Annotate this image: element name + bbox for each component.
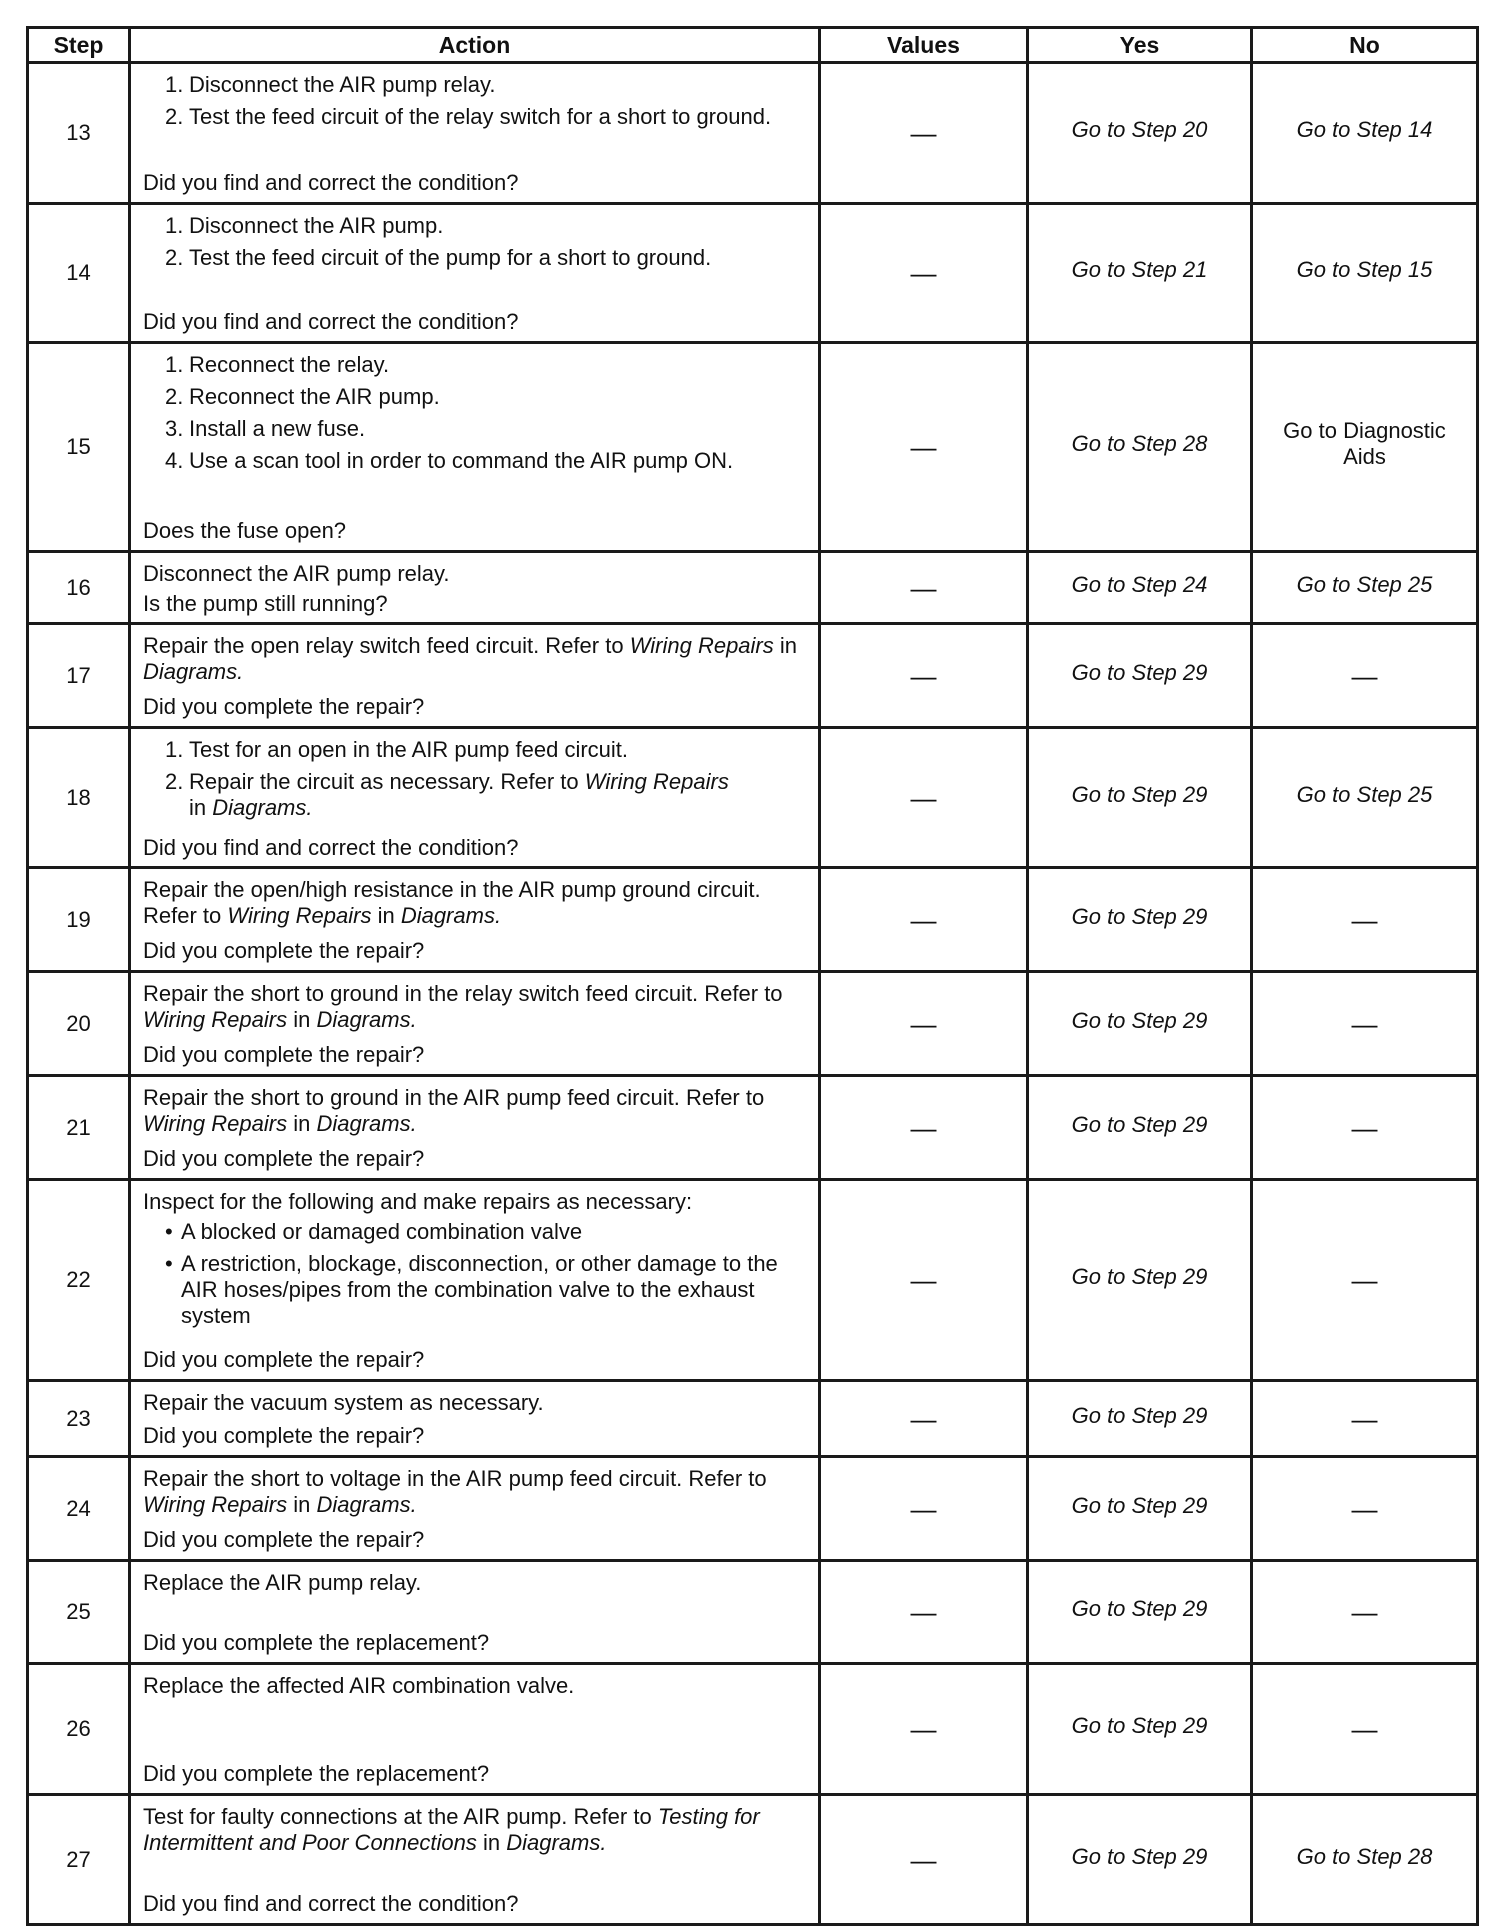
header-row — [28, 28, 1478, 63]
yes-cell: Go to Step 29 — [1028, 1180, 1252, 1381]
values-cell: — — [820, 1795, 1028, 1925]
step-number: 20 — [28, 972, 130, 1076]
action-question: Did you complete the repair? — [143, 937, 425, 963]
table-row — [28, 1561, 1478, 1664]
action-cell — [130, 1561, 820, 1664]
action-text: Test for faulty connections at the AIR pump. Refer to Testing for Intermittent and Poor Connections in Diagrams. — [143, 1803, 760, 1855]
no-cell: — — [1252, 1457, 1478, 1561]
yes-cell: Go to Step 29 — [1028, 1664, 1252, 1795]
yes-cell: Go to Step 29 — [1028, 1457, 1252, 1561]
action-cell — [130, 868, 820, 972]
values-cell: — — [820, 552, 1028, 624]
action-step: 4. Use a scan tool in order to command the AIR pump ON. — [165, 447, 734, 473]
step-number: 25 — [28, 1561, 130, 1664]
diagnostic-table — [26, 26, 1479, 1926]
table-row — [28, 728, 1478, 868]
action-text: Repair the short to voltage in the AIR pump feed circuit. Refer to Wiring Repairs in Diagrams. — [143, 1465, 767, 1517]
yes-cell: Go to Step 20 — [1028, 63, 1252, 204]
action-text: Repair the short to ground in the AIR pump feed circuit. Refer to Wiring Repairs in Diagrams. — [143, 1084, 765, 1136]
yes-cell: Go to Step 29 — [1028, 728, 1252, 868]
values-cell: — — [820, 624, 1028, 728]
action-bullet: • A restriction, blockage, disconnection, or other damage to the AIR hoses/pipes from the combination valve to the exhaust system — [165, 1250, 778, 1328]
action-text: Replace the AIR pump relay. — [143, 1569, 422, 1595]
table-row — [28, 1180, 1478, 1381]
no-cell: Go to Step 14 — [1252, 63, 1478, 204]
action-text: Disconnect the AIR pump relay. — [143, 560, 450, 586]
action-question: Did you complete the repair? — [143, 1422, 425, 1448]
action-text: Repair the open relay switch feed circuit. Refer to Wiring Repairs in Diagrams. — [143, 632, 798, 684]
step-number: 16 — [28, 552, 130, 624]
table-row — [28, 1795, 1478, 1925]
table-row — [28, 1381, 1478, 1457]
no-cell: — — [1252, 1180, 1478, 1381]
action-question: Did you complete the repair? — [143, 693, 425, 719]
action-cell — [130, 1664, 820, 1795]
action-question: Did you find and correct the condition? — [143, 308, 519, 334]
action-cell — [130, 728, 820, 868]
values-cell: — — [820, 343, 1028, 552]
step-number: 23 — [28, 1381, 130, 1457]
action-text: Repair the open/high resistance in the AIR pump ground circuit. Refer to Wiring Repairs in Diagrams. — [143, 876, 761, 928]
values-cell: — — [820, 1381, 1028, 1457]
action-text: Repair the short to ground in the relay switch feed circuit. Refer to Wiring Repairs in Diagrams. — [143, 980, 783, 1032]
header-step: Step — [28, 28, 130, 63]
yes-cell: Go to Step 28 — [1028, 343, 1252, 552]
yes-cell: Go to Step 29 — [1028, 1076, 1252, 1180]
action-step: 1. Disconnect the AIR pump. — [165, 212, 444, 238]
no-cell: — — [1252, 972, 1478, 1076]
action-cell — [130, 972, 820, 1076]
action-step: 1. Reconnect the relay. — [165, 351, 390, 377]
header-action: Action — [130, 28, 820, 63]
action-question: Did you complete the repair? — [143, 1041, 425, 1067]
action-cell — [130, 624, 820, 728]
no-cell: — — [1252, 868, 1478, 972]
values-cell: — — [820, 868, 1028, 972]
action-text: Repair the vacuum system as necessary. — [143, 1389, 544, 1415]
values-cell: — — [820, 1561, 1028, 1664]
values-cell: — — [820, 1076, 1028, 1180]
table-row — [28, 972, 1478, 1076]
step-number: 24 — [28, 1457, 130, 1561]
header-values: Values — [820, 28, 1028, 63]
action-cell — [130, 1457, 820, 1561]
action-step: 1. Disconnect the AIR pump relay. — [165, 71, 496, 97]
table-row — [28, 204, 1478, 343]
yes-cell: Go to Step 24 — [1028, 552, 1252, 624]
action-cell — [130, 343, 820, 552]
no-cell: Go to Step 28 — [1252, 1795, 1478, 1925]
yes-cell: Go to Step 29 — [1028, 1381, 1252, 1457]
diagnostic-table-page — [26, 26, 1476, 1926]
action-cell — [130, 63, 820, 204]
no-cell: Go to Diagnostic Aids — [1252, 343, 1478, 552]
action-cell — [130, 552, 820, 624]
no-cell: — — [1252, 1381, 1478, 1457]
no-cell: — — [1252, 624, 1478, 728]
no-cell: — — [1252, 1076, 1478, 1180]
values-cell: — — [820, 728, 1028, 868]
action-step: 2. Test the feed circuit of the relay switch for a short to ground. — [165, 103, 772, 129]
step-number: 27 — [28, 1795, 130, 1925]
yes-cell: Go to Step 21 — [1028, 204, 1252, 343]
no-cell: — — [1252, 1664, 1478, 1795]
values-cell: — — [820, 63, 1028, 204]
action-bullet: • A blocked or damaged combination valve — [165, 1218, 583, 1244]
action-question: Did you find and correct the condition? — [143, 834, 519, 860]
step-number: 21 — [28, 1076, 130, 1180]
step-number: 19 — [28, 868, 130, 972]
values-cell: — — [820, 972, 1028, 1076]
action-question: Did you find and correct the condition? — [143, 1890, 519, 1916]
action-cell — [130, 1381, 820, 1457]
step-number: 13 — [28, 63, 130, 204]
yes-cell: Go to Step 29 — [1028, 1561, 1252, 1664]
action-step: 2. Repair the circuit as necessary. Refer to Wiring Repairs in Diagrams. — [165, 768, 729, 820]
table-row — [28, 868, 1478, 972]
yes-cell: Go to Step 29 — [1028, 972, 1252, 1076]
no-cell: Go to Step 25 — [1252, 728, 1478, 868]
action-step: 2. Test the feed circuit of the pump for a short to ground. — [165, 244, 712, 270]
yes-cell: Go to Step 29 — [1028, 624, 1252, 728]
table-row — [28, 343, 1478, 552]
step-number: 17 — [28, 624, 130, 728]
step-number: 14 — [28, 204, 130, 343]
table-row — [28, 1664, 1478, 1795]
action-question: Did you complete the replacement? — [143, 1760, 490, 1786]
action-step: 3. Install a new fuse. — [165, 415, 366, 441]
action-cell — [130, 1180, 820, 1381]
step-number: 22 — [28, 1180, 130, 1381]
action-question: Did you complete the repair? — [143, 1346, 425, 1372]
table-row — [28, 624, 1478, 728]
yes-cell: Go to Step 29 — [1028, 1795, 1252, 1925]
action-question: Did you complete the repair? — [143, 1145, 425, 1171]
table-row — [28, 552, 1478, 624]
no-cell: Go to Step 25 — [1252, 552, 1478, 624]
step-number: 18 — [28, 728, 130, 868]
no-cell: — — [1252, 1561, 1478, 1664]
action-text: Replace the affected AIR combination valve. — [143, 1672, 575, 1698]
action-question: Did you complete the replacement? — [143, 1629, 490, 1655]
action-step: 2. Reconnect the AIR pump. — [165, 383, 440, 409]
table-row — [28, 1457, 1478, 1561]
header-no: No — [1252, 28, 1478, 63]
action-question: Did you complete the repair? — [143, 1526, 425, 1552]
action-cell — [130, 1076, 820, 1180]
header-yes: Yes — [1028, 28, 1252, 63]
action-cell — [130, 1795, 820, 1925]
table-row — [28, 63, 1478, 204]
values-cell: — — [820, 1457, 1028, 1561]
step-number: 15 — [28, 343, 130, 552]
action-step: 1. Test for an open in the AIR pump feed circuit. — [165, 736, 629, 762]
step-number: 26 — [28, 1664, 130, 1795]
no-cell: Go to Step 15 — [1252, 204, 1478, 343]
action-cell — [130, 204, 820, 343]
table-row — [28, 1076, 1478, 1180]
values-cell: — — [820, 1664, 1028, 1795]
action-text: Inspect for the following and make repairs as necessary: — [143, 1188, 693, 1214]
values-cell: — — [820, 204, 1028, 343]
action-question: Is the pump still running? — [143, 590, 388, 616]
values-cell: — — [820, 1180, 1028, 1381]
action-question: Does the fuse open? — [143, 517, 347, 543]
action-question: Did you find and correct the condition? — [143, 169, 519, 195]
yes-cell: Go to Step 29 — [1028, 868, 1252, 972]
